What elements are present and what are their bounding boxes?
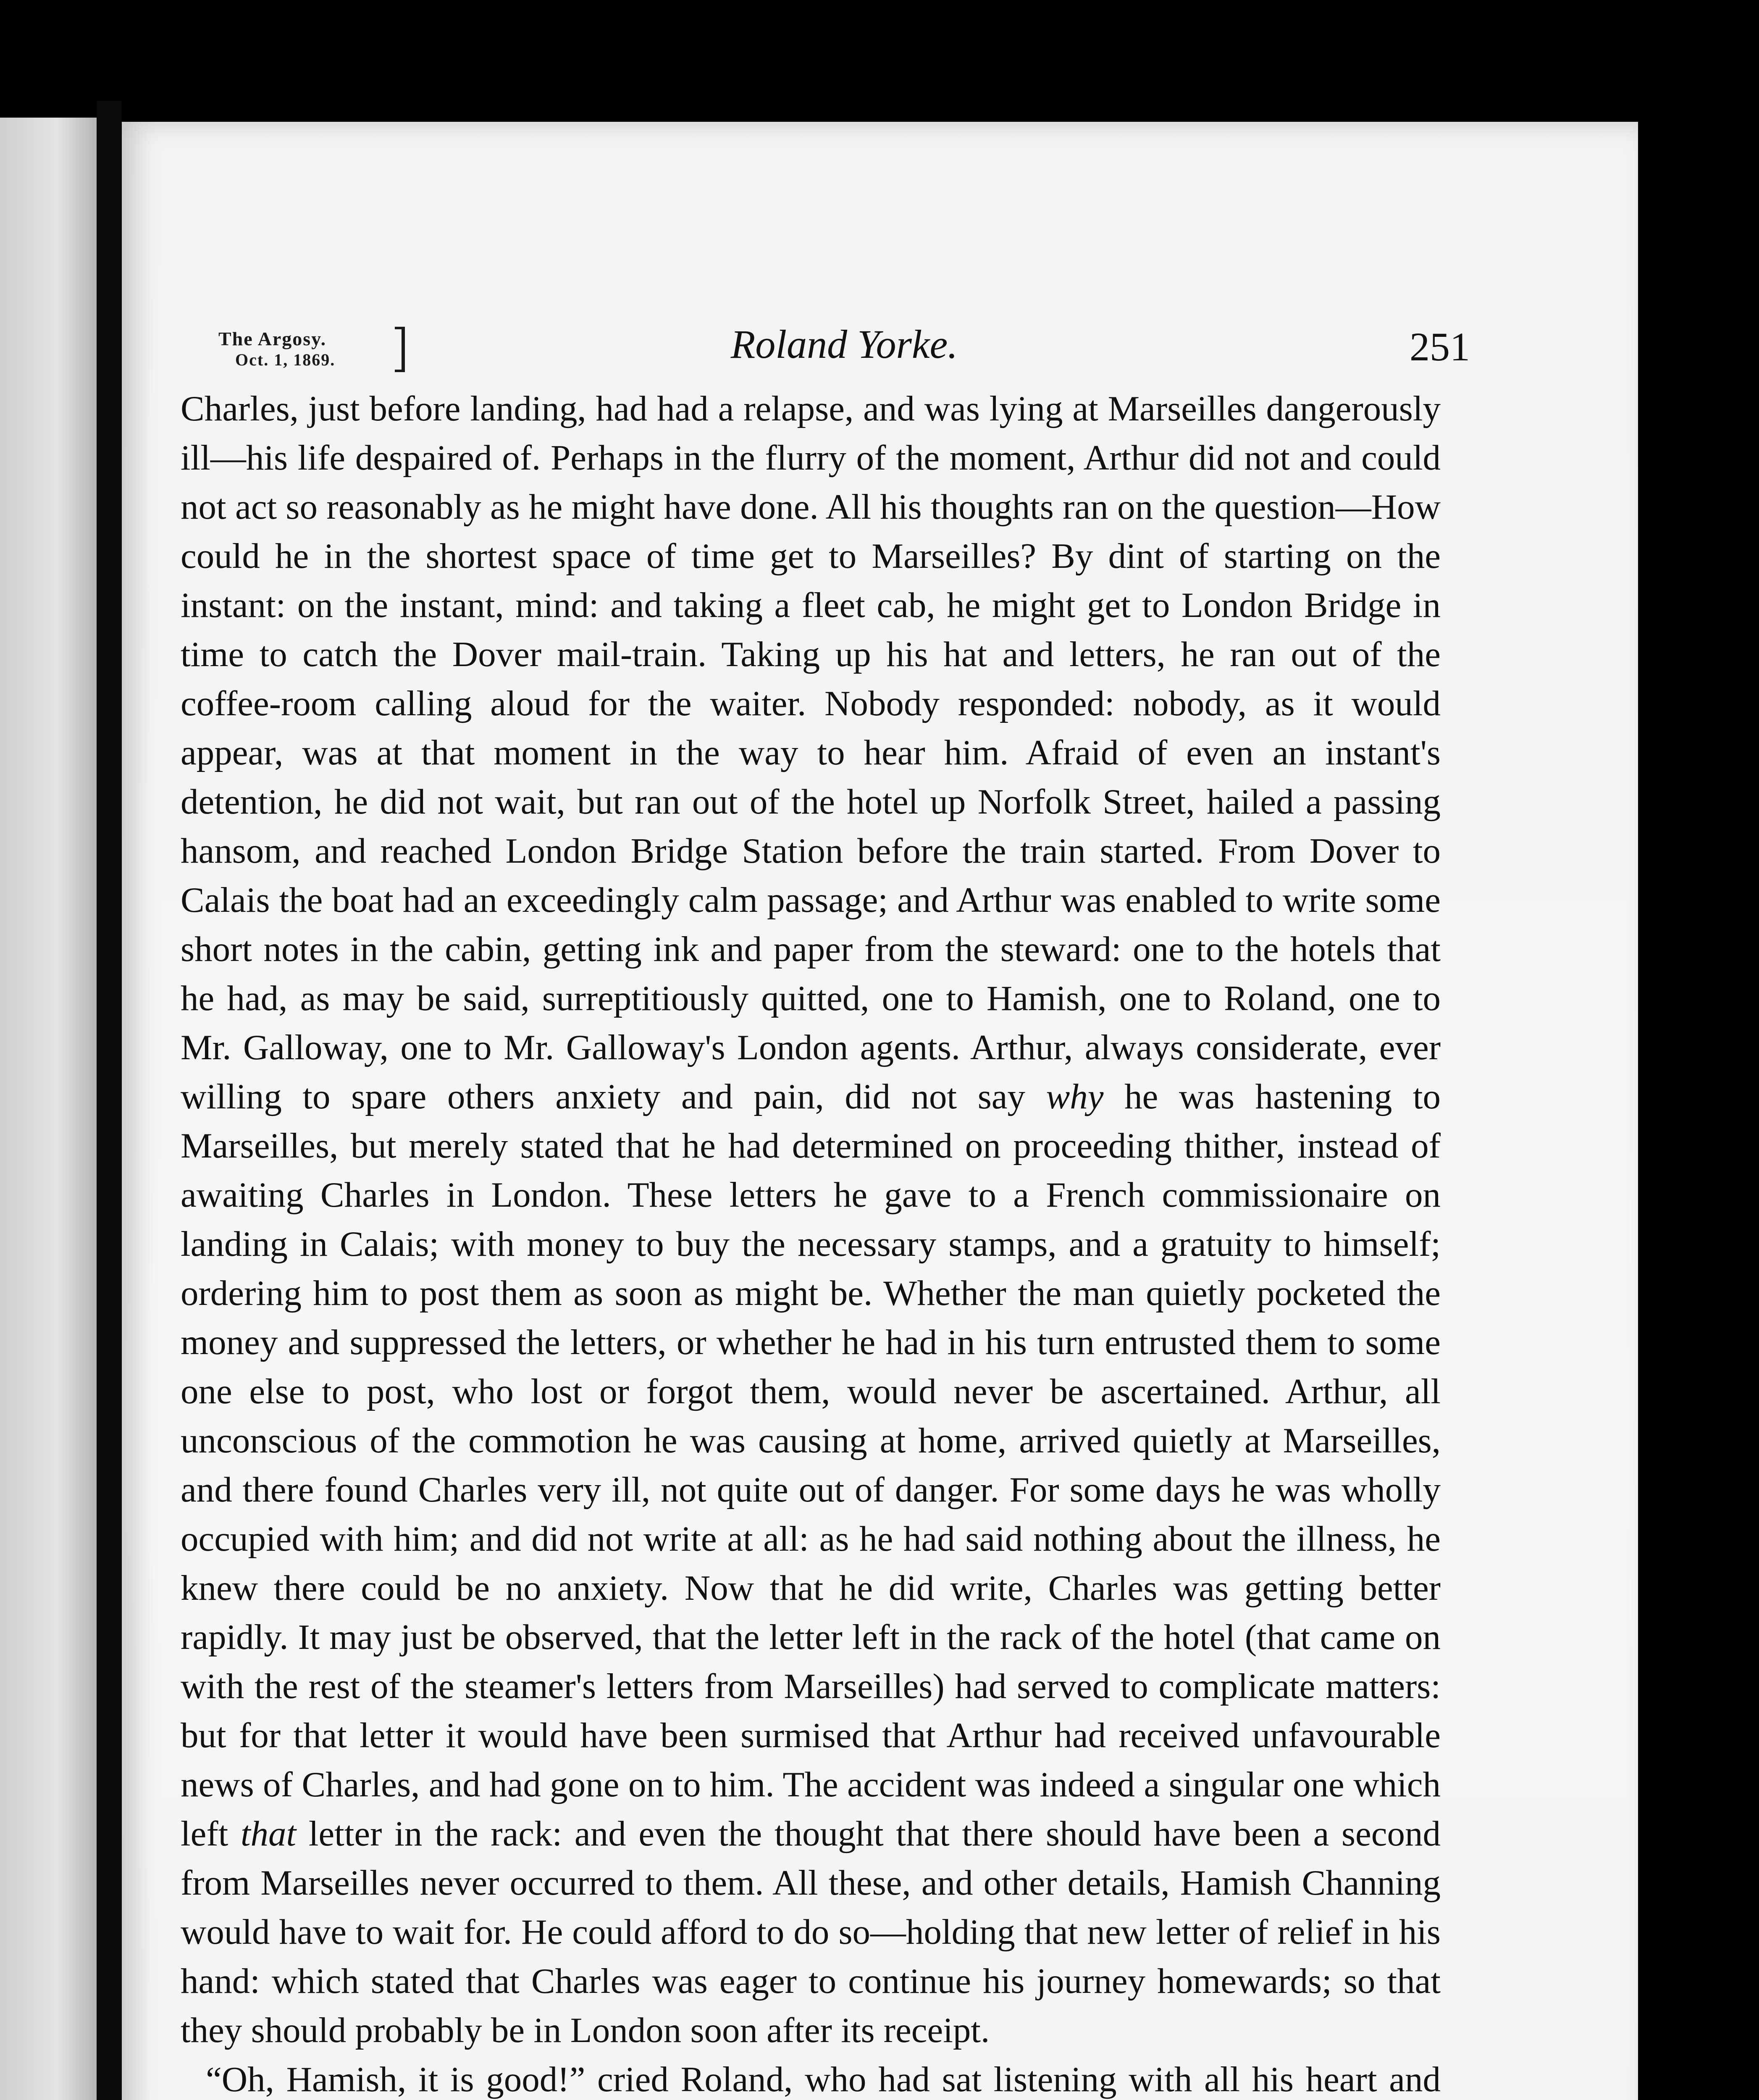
italic-why: why [1046, 1077, 1104, 1116]
paragraph-2: “Oh, Hamish, it is good!” cried Roland, who had sat listening with all his heart and [206, 2060, 1441, 2099]
book-gutter [97, 101, 122, 2100]
page-title: Roland Yorke. [730, 322, 958, 367]
paragraph-1 [181, 384, 1441, 2055]
paragraph-1-part-a: Charles, just before landing, had had a relapse, and was lying at Marseilles dangerously ill—his life despaired of. Perhaps in the flurry of the moment, Arthur did not and could not act so reasonably as he might have done. All his thoughts ran on the question—How could he in the shortest space of time get to Marseilles? By dint of starting on the instant: on the instant, mind: and taking a fleet cab, he might get to London Bridge in time to catch the Dover mail-train. Taking up his hat and letters, he ran out of the coffee-room calling aloud for the waiter. Nobody responded: nobody, as it would appear, was at that moment in the way to hear him. Afraid of even an instant's detention, he did not wait, but ran out of the hotel up Norfolk Street, hailed a passing hansom, and reached London Bridge Station before the train started. From Dover to Calais the boat had an exceedingly calm passage; and Arthur was enabled to write some short notes in the cabin, getting ink and paper from the steward: one to the hotels that he had, as may be said, surreptitiously quitted, one to Hamish, one to Roland, one to Mr. Galloway, one to Mr. Galloway's London agents. Arthur, always considerate, ever willing to spare others anxiety and pain, did not say [181, 389, 1441, 1116]
left-page-edge [0, 118, 97, 2100]
page-header [218, 319, 1470, 374]
paragraph-1-part-b: he was hastening to Marseilles, but merely stated that he had determined on proceeding thither, instead of awaiting Charles in London. These letters he gave to a French commissionaire on landing in Calais; with money to buy the necessary stamps, and a gratuity to himself; ordering him to post them as soon as might be. Whether the man quietly pocketed the money and suppressed the letters, or whether he had in his turn entrusted them to some one else to post, who lost or forgot them, would never be ascertained. Arthur, all unconscious of the commotion he was causing at home, arrived quietly at Marseilles, and there found Charles very ill, not quite out of danger. For some days he was wholly occupied with him; and did not write at all: as he had said nothing about the illness, he knew there could be no anxiety. Now that he did write, Charles was getting better rapidly. It may just be observed, that the letter left in the rack of the hotel (that came on with the rest of the steamer's letters from Marseilles) had served to complicate matters: but for that letter it would have been surmised that Arthur had received unfavourable news of Charles, and had gone on to him. The accident was indeed a singular one which left [181, 1077, 1441, 1853]
italic-that: that [240, 1814, 297, 1853]
page-number: 251 [1410, 324, 1470, 369]
paragraph-1-part-c: letter in the rack: and even the thought that there should have been a second from Marseilles never occurred to them. All these, and other details, Hamish Channing would have to wait for. He could afford to do so—holding that new letter of relief in his hand: which stated that Charles was eager to continue his journey homewards; so that they should probably be in London soon after its receipt. [181, 1814, 1441, 2050]
body-text [181, 384, 1441, 2100]
running-head-magazine: The Argosy. [218, 328, 327, 349]
running-head-date: Oct. 1, 1869. [235, 350, 336, 369]
